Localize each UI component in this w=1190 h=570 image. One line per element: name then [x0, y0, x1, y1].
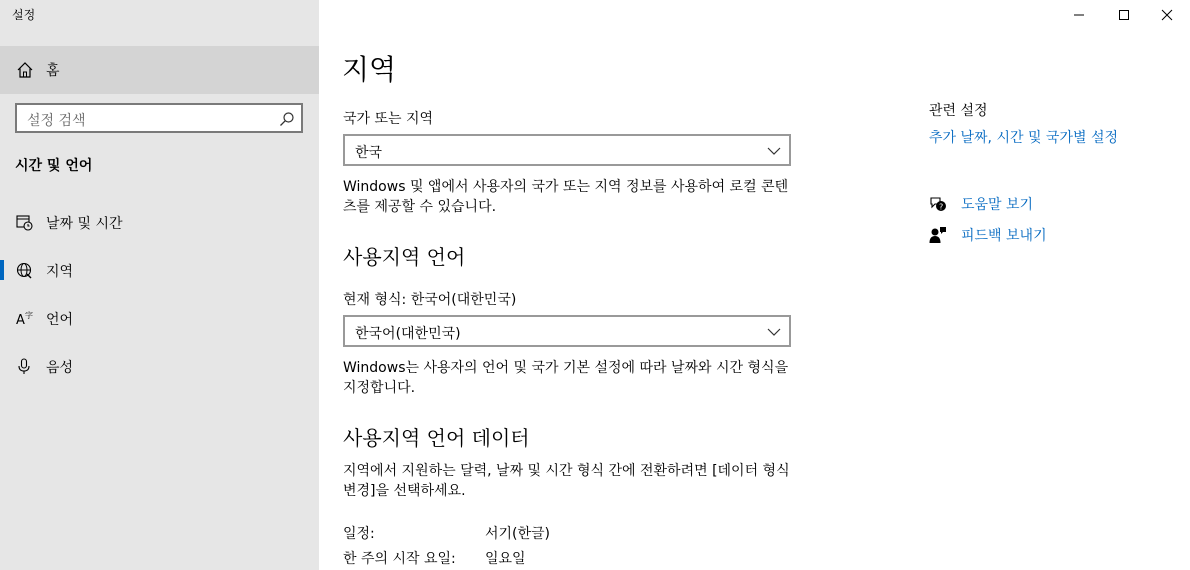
chevron-down-icon	[767, 325, 781, 339]
home-icon	[16, 61, 34, 79]
format-value: 한국어(대한민국)	[355, 326, 461, 342]
country-description: Windows 및 앱에서 사용자의 국가 또는 지역 정보를 사용하여 로컬 콘텐츠를 제공할 수 있습니다.	[343, 179, 789, 215]
app-title: 설정	[12, 8, 36, 22]
close-icon	[1161, 9, 1173, 21]
send-feedback-link[interactable]	[929, 225, 1129, 247]
selection-indicator	[0, 260, 4, 280]
sidebar-item-label: 음성	[46, 360, 74, 376]
format-heading: 사용지역 언어	[343, 245, 466, 269]
page-title: 지역	[342, 53, 397, 86]
svg-text:?: ?	[939, 202, 944, 212]
chevron-down-icon	[767, 144, 781, 158]
calendar-value: 서기(한글)	[485, 526, 551, 542]
sidebar-item-language[interactable]	[0, 298, 319, 338]
format-data-heading: 사용지역 언어 데이터	[343, 426, 530, 450]
country-dropdown[interactable]	[343, 134, 791, 166]
home-button[interactable]	[0, 46, 319, 94]
get-help-link[interactable]	[929, 194, 1129, 216]
search-input[interactable]	[15, 103, 303, 133]
related-settings-title: 관련 설정	[929, 103, 988, 119]
sidebar-item-date-time[interactable]	[0, 202, 319, 242]
calendar-clock-icon	[16, 214, 33, 231]
calendar-key: 일정:	[343, 526, 375, 542]
format-description: Windows는 사용자의 언어 및 국가 기본 설정에 따라 날짜와 시간 형식을 지정합니다.	[343, 360, 789, 396]
country-label: 국가 또는 지역	[343, 111, 434, 127]
maximize-icon	[1118, 9, 1130, 21]
svg-text:A: A	[16, 313, 25, 327]
first-day-key: 한 주의 시작 요일:	[343, 551, 456, 567]
additional-settings-link[interactable]: 추가 날짜, 시간 및 국가별 설정	[929, 130, 1118, 146]
format-dropdown[interactable]	[343, 315, 791, 347]
sidebar-item-label: 날짜 및 시간	[46, 216, 123, 232]
feedback-icon	[929, 226, 947, 244]
format-data-description: 지역에서 지원하는 달력, 날짜 및 시간 형식 간에 전환하려면 [데이터 형식 변경]을 선택하세요.	[343, 463, 790, 499]
help-chat-icon	[929, 195, 947, 213]
sidebar-item-label: 지역	[46, 264, 74, 280]
language-icon	[16, 310, 33, 327]
search-placeholder: 설정 검색	[27, 113, 86, 129]
minimize-button[interactable]	[1056, 0, 1102, 30]
get-help-label: 도움말 보기	[961, 197, 1034, 213]
sidebar-item-region[interactable]	[0, 250, 319, 290]
country-value: 한국	[355, 145, 383, 161]
section-title: 시간 및 언어	[15, 158, 93, 174]
globe-region-icon	[16, 262, 33, 279]
sidebar-item-label: 언어	[46, 312, 74, 328]
maximize-button[interactable]	[1101, 0, 1147, 30]
minimize-icon	[1073, 9, 1085, 21]
first-day-value: 일요일	[485, 551, 526, 567]
microphone-icon	[16, 358, 33, 375]
svg-text:字: 字	[25, 311, 33, 320]
close-button[interactable]	[1144, 0, 1190, 30]
sidebar-item-speech[interactable]	[0, 346, 319, 386]
home-label: 홈	[46, 63, 60, 79]
search-icon	[279, 111, 295, 127]
format-label: 현재 형식: 한국어(대한민국)	[343, 292, 517, 308]
send-feedback-label: 피드백 보내기	[961, 228, 1047, 244]
sidebar	[0, 0, 319, 570]
